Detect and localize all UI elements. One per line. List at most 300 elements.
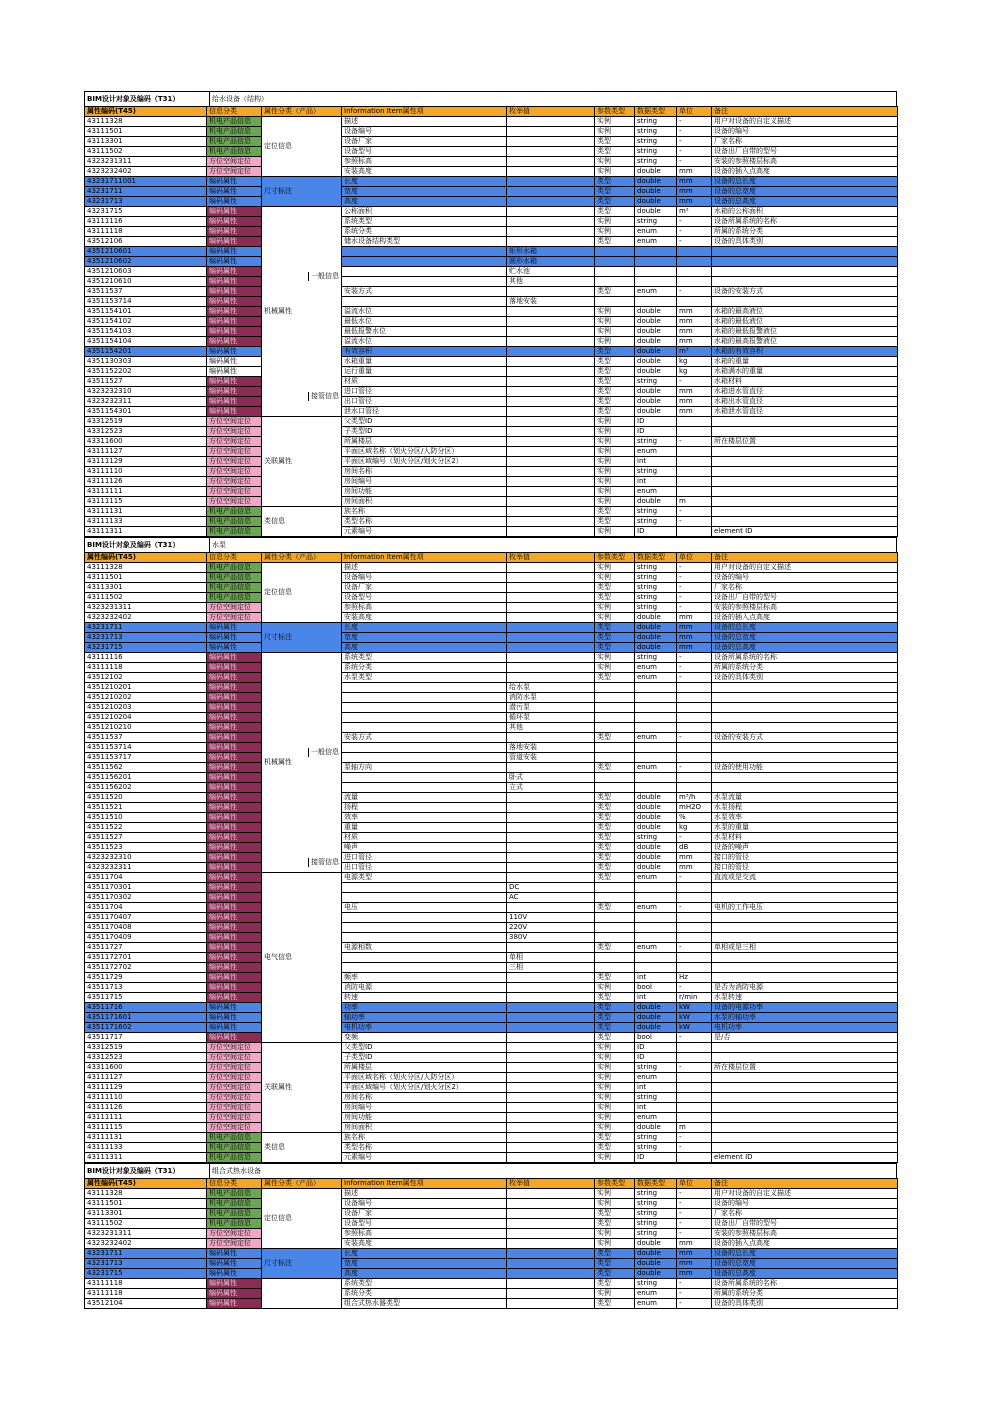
table-row (85, 1063, 898, 1073)
parameter-type (595, 753, 635, 763)
enum-value (507, 157, 595, 167)
unit: kg (677, 823, 712, 833)
attribute-code: 4323231311 (85, 1229, 207, 1239)
unit: m³/h (677, 793, 712, 803)
remark: 厂家名称 (712, 1209, 898, 1219)
unit: - (677, 287, 712, 297)
information-item: 储水设备结构类型 (342, 237, 507, 247)
unit: - (677, 227, 712, 237)
enum-value (507, 237, 595, 247)
attribute-group: 类信息 (262, 1133, 342, 1163)
remark: 设备的总高度 (712, 1269, 898, 1279)
remark: 设备的总高度 (712, 197, 898, 207)
enum-value (507, 187, 595, 197)
info-category: 编码属性 (207, 983, 262, 993)
parameter-type: 类型 (595, 853, 635, 863)
parameter-type: 实例 (595, 1289, 635, 1299)
unit: - (677, 1143, 712, 1153)
remark: 水泵的重量 (712, 823, 898, 833)
table-row (85, 367, 898, 377)
data-type: double (635, 1023, 677, 1033)
table-row (85, 723, 898, 733)
enum-value (507, 467, 595, 477)
data-type (635, 703, 677, 713)
parameter-type: 类型 (595, 993, 635, 1003)
table-row (85, 137, 898, 147)
info-category: 机电产品信息 (207, 1209, 262, 1219)
unit: - (677, 593, 712, 603)
remark (712, 1143, 898, 1153)
column-header: 属性分类（产品） (262, 107, 342, 117)
attribute-code: 43511717 (85, 1033, 207, 1043)
info-category: 编码属性 (207, 693, 262, 703)
unit: - (677, 1299, 712, 1309)
data-type: int (635, 477, 677, 487)
attribute-code: 43111328 (85, 1189, 207, 1199)
attribute-code: 43511520 (85, 793, 207, 803)
parameter-type: 类型 (595, 397, 635, 407)
information-item: 电压 (342, 903, 507, 913)
remark: 单相或是三相 (712, 943, 898, 953)
information-item: 进口管径 (342, 853, 507, 863)
enum-value (507, 227, 595, 237)
info-category: 机电产品信息 (207, 573, 262, 583)
attribute-code: 43511537 (85, 733, 207, 743)
unit: - (677, 873, 712, 883)
attribute-code: 43113301 (85, 583, 207, 593)
information-item (342, 913, 507, 923)
information-item (342, 893, 507, 903)
info-category: 编码属性 (207, 833, 262, 843)
unit (677, 713, 712, 723)
remark: 水泵材料 (712, 833, 898, 843)
information-item: 轴功率 (342, 1013, 507, 1023)
table-row (85, 467, 898, 477)
attribute-code: 4351170407 (85, 913, 207, 923)
information-item: 平面区域编号（划火分区/划火分区2） (342, 1083, 507, 1093)
attribute-code: 4323232311 (85, 863, 207, 873)
remark: 设备的具体类别 (712, 237, 898, 247)
unit: mm (677, 337, 712, 347)
info-category: 方位空间定位 (207, 1083, 262, 1093)
info-category: 编码属性 (207, 1249, 262, 1259)
remark (712, 417, 898, 427)
data-type: double (635, 613, 677, 623)
data-type: int (635, 1083, 677, 1093)
data-type: enum (635, 287, 677, 297)
information-item: 房间功能 (342, 1113, 507, 1123)
information-item: 平面区域名称（划火分区/人防分区） (342, 1073, 507, 1083)
table-row (85, 943, 898, 953)
data-type: double (635, 633, 677, 643)
data-type: int (635, 457, 677, 467)
attribute-code: 43111328 (85, 117, 207, 127)
attribute-code: 43511527 (85, 833, 207, 843)
remark (712, 487, 898, 497)
information-item: 高度 (342, 643, 507, 653)
remark (712, 517, 898, 527)
information-item: 父类型ID (342, 417, 507, 427)
info-category: 编码属性 (207, 773, 262, 783)
attribute-code: 43511729 (85, 973, 207, 983)
info-category: 方位空间定位 (207, 1053, 262, 1063)
parameter-type (595, 913, 635, 923)
info-category: 编码属性 (207, 227, 262, 237)
data-type: string (635, 517, 677, 527)
enum-value (507, 993, 595, 1003)
enum-value (507, 613, 595, 623)
parameter-type: 类型 (595, 973, 635, 983)
information-item: 平面区域编号（划火分区/划火分区2） (342, 457, 507, 467)
remark (712, 1103, 898, 1113)
info-category: 机电产品信息 (207, 517, 262, 527)
unit: m (677, 1123, 712, 1133)
enum-value (507, 1023, 595, 1033)
parameter-type: 实例 (595, 477, 635, 487)
enum-value (507, 1123, 595, 1133)
unit (677, 783, 712, 793)
information-item: 类型名称 (342, 1143, 507, 1153)
column-header: Information Item属性项 (342, 107, 507, 117)
enum-value (507, 563, 595, 573)
column-header: 参数类型 (595, 107, 635, 117)
unit: r/min (677, 993, 712, 1003)
data-type: enum (635, 1073, 677, 1083)
data-type: double (635, 1003, 677, 1013)
information-item (342, 783, 507, 793)
attribute-code: 4351154102 (85, 317, 207, 327)
info-category: 编码属性 (207, 387, 262, 397)
remark: 水泵的轴功率 (712, 1013, 898, 1023)
table-row (85, 873, 898, 883)
enum-value (507, 1073, 595, 1083)
block-title-label: BIM设计对象及编码（T31） (85, 538, 210, 552)
table-row (85, 583, 898, 593)
attribute-code: 43111111 (85, 487, 207, 497)
unit: mm (677, 197, 712, 207)
information-item: 宽度 (342, 1259, 507, 1269)
info-category: 机电产品信息 (207, 1219, 262, 1229)
parameter-type: 类型 (595, 633, 635, 643)
attribute-code: 4351171601 (85, 1013, 207, 1023)
remark: 设备的插入点高度 (712, 613, 898, 623)
attribute-code: 4351172701 (85, 953, 207, 963)
unit: mm (677, 317, 712, 327)
information-item: 设备编号 (342, 1199, 507, 1209)
attribute-code: 4323232310 (85, 387, 207, 397)
parameter-type: 实例 (595, 327, 635, 337)
unit: - (677, 137, 712, 147)
attribute-code: 43231711 (85, 623, 207, 633)
information-item (342, 743, 507, 753)
data-type (635, 713, 677, 723)
block-title (84, 537, 897, 552)
parameter-type: 实例 (595, 603, 635, 613)
remark: 设备的具体类别 (712, 1299, 898, 1309)
parameter-type: 类型 (595, 207, 635, 217)
unit: mm (677, 633, 712, 643)
enum-value (507, 357, 595, 367)
enum-value (507, 1103, 595, 1113)
info-category: 方位空间定位 (207, 1229, 262, 1239)
unit (677, 753, 712, 763)
table-row (85, 197, 898, 207)
data-type (635, 883, 677, 893)
table-row (85, 743, 898, 753)
info-category: 编码属性 (207, 1299, 262, 1309)
parameter-type: 实例 (595, 1063, 635, 1073)
data-type: double (635, 207, 677, 217)
remark: 设备的噪声 (712, 843, 898, 853)
attribute-code: 43231711001 (85, 177, 207, 187)
table-row (85, 1023, 898, 1033)
attribute-code: 4351170409 (85, 933, 207, 943)
table-row (85, 683, 898, 693)
attribute-subgroup-label: 一般信息 (308, 748, 339, 757)
parameter-type: 实例 (595, 1053, 635, 1063)
unit: - (677, 117, 712, 127)
unit: - (677, 563, 712, 573)
info-category: 方位空间定位 (207, 497, 262, 507)
unit: - (677, 157, 712, 167)
attribute-code: 43512104 (85, 1299, 207, 1309)
table-row (85, 507, 898, 517)
parameter-type: 类型 (595, 643, 635, 653)
info-category: 编码属性 (207, 873, 262, 883)
enum-value (507, 1153, 595, 1163)
data-type: string (635, 563, 677, 573)
table-row (85, 227, 898, 237)
parameter-type: 实例 (595, 1083, 635, 1093)
enum-value (507, 603, 595, 613)
info-category: 编码属性 (207, 1023, 262, 1033)
table-row (85, 127, 898, 137)
remark (712, 1053, 898, 1063)
information-item: 设备编号 (342, 573, 507, 583)
information-item (342, 693, 507, 703)
attribute-code: 43511522 (85, 823, 207, 833)
data-type: string (635, 117, 677, 127)
parameter-type: 类型 (595, 517, 635, 527)
data-type: ID (635, 1043, 677, 1053)
data-type: int (635, 993, 677, 1003)
information-item: 泵轴方向 (342, 763, 507, 773)
table-row (85, 307, 898, 317)
data-type: double (635, 407, 677, 417)
data-type (635, 723, 677, 733)
unit: kg (677, 357, 712, 367)
table-row (85, 237, 898, 247)
enum-value: 卧式 (507, 773, 595, 783)
table-row (85, 1209, 898, 1219)
table-row (85, 327, 898, 337)
remark: element ID (712, 527, 898, 537)
enum-value (507, 347, 595, 357)
table-row (85, 387, 898, 397)
table-row (85, 643, 898, 653)
table-row (85, 1083, 898, 1093)
data-type: double (635, 337, 677, 347)
table-row (85, 1073, 898, 1083)
unit: - (677, 583, 712, 593)
attribute-table (84, 1178, 898, 1309)
unit (677, 247, 712, 257)
unit (677, 277, 712, 287)
remark: 水箱出水管直径 (712, 397, 898, 407)
parameter-type (595, 257, 635, 267)
remark (712, 467, 898, 477)
parameter-type: 类型 (595, 1259, 635, 1269)
attribute-code: 4351170301 (85, 883, 207, 893)
data-type: double (635, 177, 677, 187)
information-item: 设备型号 (342, 593, 507, 603)
remark: 设备的编号 (712, 1199, 898, 1209)
information-item: 扬程 (342, 803, 507, 813)
column-header: 参数类型 (595, 553, 635, 563)
attribute-code: 43111501 (85, 1199, 207, 1209)
unit: - (677, 653, 712, 663)
block-title-label: BIM设计对象及编码（T31） (85, 1164, 210, 1178)
information-item (342, 933, 507, 943)
attribute-code: 43111131 (85, 507, 207, 517)
information-item: 出口管径 (342, 863, 507, 873)
attribute-code: 4351154301 (85, 407, 207, 417)
enum-value (507, 853, 595, 863)
data-type: double (635, 1123, 677, 1133)
data-type: enum (635, 943, 677, 953)
attribute-code: 4351210603 (85, 267, 207, 277)
enum-value (507, 1063, 595, 1073)
data-type (635, 783, 677, 793)
unit: kg (677, 367, 712, 377)
unit: mm (677, 853, 712, 863)
attribute-code: 43312523 (85, 1053, 207, 1063)
table-row (85, 563, 898, 573)
data-type: double (635, 497, 677, 507)
table-row (85, 167, 898, 177)
info-category: 编码属性 (207, 1003, 262, 1013)
attribute-code: 43113301 (85, 137, 207, 147)
info-category: 编码属性 (207, 1279, 262, 1289)
information-item: 房间名称 (342, 1093, 507, 1103)
information-item: 设备厂家 (342, 583, 507, 593)
attribute-code: 4351170302 (85, 893, 207, 903)
information-item: 电源类型 (342, 873, 507, 883)
info-category: 编码属性 (207, 973, 262, 983)
table-row (85, 1033, 898, 1043)
enum-value: 其他 (507, 277, 595, 287)
table-row (85, 1043, 898, 1053)
information-item: 高度 (342, 1269, 507, 1279)
data-type: ID (635, 427, 677, 437)
data-type: double (635, 813, 677, 823)
information-item: 有效容积 (342, 347, 507, 357)
data-type: string (635, 653, 677, 663)
table-row (85, 257, 898, 267)
data-type: enum (635, 673, 677, 683)
unit (677, 1043, 712, 1053)
attribute-code: 43111501 (85, 127, 207, 137)
unit: - (677, 1033, 712, 1043)
column-header: 数据类型 (635, 107, 677, 117)
attribute-code: 43511523 (85, 843, 207, 853)
unit: mm (677, 623, 712, 633)
attribute-code: 43312519 (85, 417, 207, 427)
info-category: 编码属性 (207, 713, 262, 723)
information-item: 房间编号 (342, 1103, 507, 1113)
data-type: double (635, 853, 677, 863)
data-type: ID (635, 527, 677, 537)
information-item: 族名称 (342, 507, 507, 517)
attribute-code: 4351210201 (85, 683, 207, 693)
info-category: 机电产品信息 (207, 1143, 262, 1153)
data-type (635, 773, 677, 783)
table-row (85, 933, 898, 943)
remark (712, 913, 898, 923)
data-type: double (635, 803, 677, 813)
information-item: 高度 (342, 197, 507, 207)
remark: 设备所属系统的名称 (712, 217, 898, 227)
table-row (85, 457, 898, 467)
unit: mm (677, 177, 712, 187)
info-category: 编码属性 (207, 853, 262, 863)
column-header: 参数类型 (595, 1179, 635, 1189)
information-item: 系统类型 (342, 653, 507, 663)
enum-value (507, 1143, 595, 1153)
attribute-group-label: 机械属性 (264, 758, 292, 766)
remark (712, 753, 898, 763)
table-row (85, 833, 898, 843)
unit (677, 703, 712, 713)
remark: 水箱的最低报警液位 (712, 327, 898, 337)
information-item: 设备厂家 (342, 1209, 507, 1219)
data-type: enum (635, 733, 677, 743)
enum-value (507, 1219, 595, 1229)
spreadsheet (84, 91, 897, 1309)
attribute-subgroup-label: 接管信息 (308, 392, 339, 401)
parameter-type: 实例 (595, 983, 635, 993)
attribute-code: 43231713 (85, 197, 207, 207)
info-category: 机电产品信息 (207, 117, 262, 127)
table-row (85, 733, 898, 743)
remark (712, 267, 898, 277)
information-item: 元素编号 (342, 527, 507, 537)
info-category: 编码属性 (207, 673, 262, 683)
unit: - (677, 673, 712, 683)
information-item: 泄水口管径 (342, 407, 507, 417)
remark: 接口的管径 (712, 863, 898, 873)
info-category: 编码属性 (207, 187, 262, 197)
unit (677, 427, 712, 437)
information-item: 房间面积 (342, 497, 507, 507)
enum-value (507, 477, 595, 487)
parameter-type: 类型 (595, 943, 635, 953)
remark: 所属的系统分类 (712, 227, 898, 237)
attribute-code: 43111110 (85, 1093, 207, 1103)
information-item: 材质 (342, 833, 507, 843)
info-category: 编码属性 (207, 177, 262, 187)
enum-value (507, 1033, 595, 1043)
remark: 设备的具体类别 (712, 673, 898, 683)
unit: - (677, 237, 712, 247)
table-row (85, 1013, 898, 1023)
remark: 设备所属系统的名称 (712, 653, 898, 663)
table-row (85, 703, 898, 713)
enum-value (507, 643, 595, 653)
table-row (85, 177, 898, 187)
column-header: Information Item属性项 (342, 1179, 507, 1189)
info-category: 机电产品信息 (207, 1199, 262, 1209)
